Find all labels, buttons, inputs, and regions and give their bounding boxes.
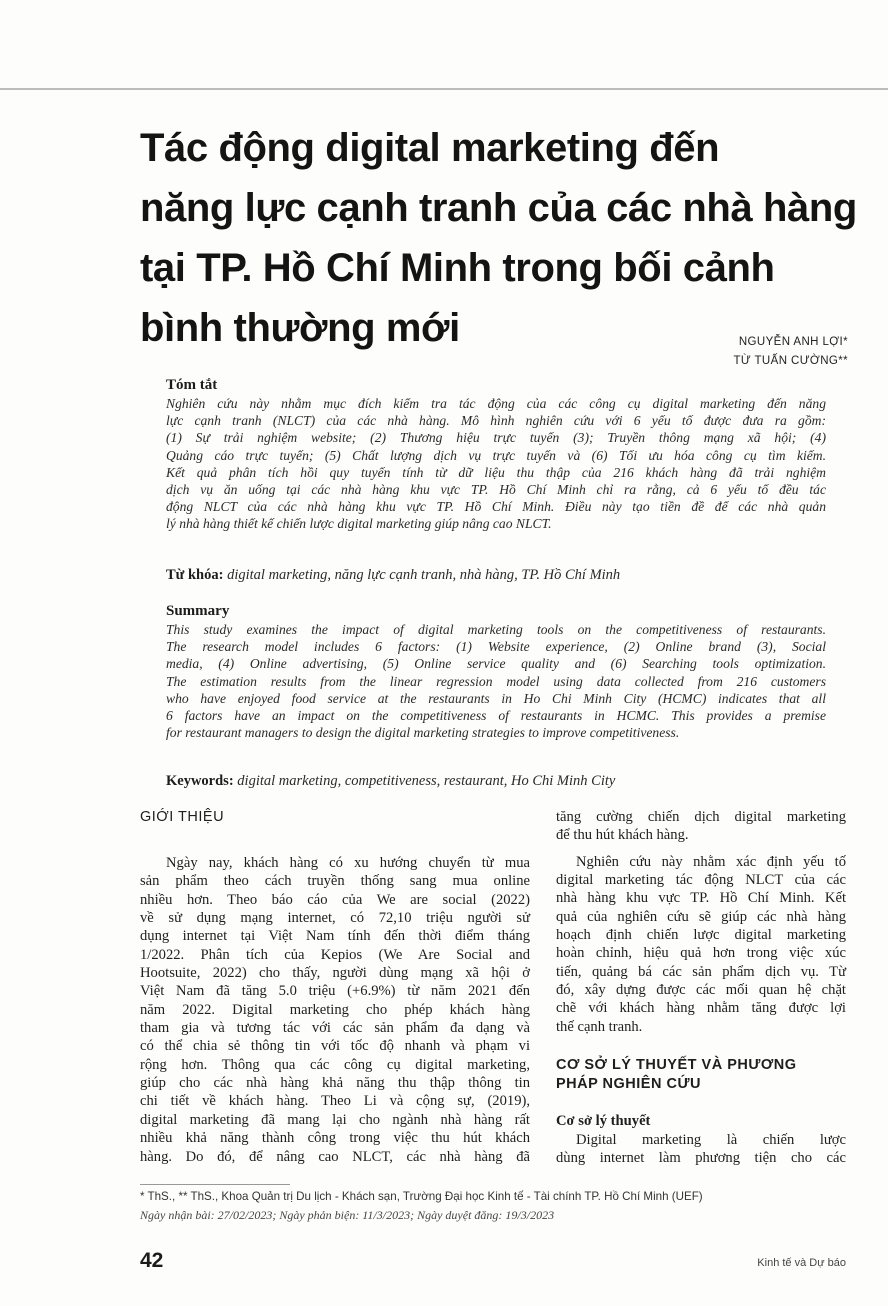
body-line: Nghiên cứu này nhằm xác định yếu tố	[576, 853, 846, 870]
title-line: năng lực cạnh tranh của các nhà hàng	[140, 186, 857, 230]
abstract-line: lý nhà hàng thiết kế chiến lược digital marketing giúp nâng cao NLCT.	[166, 516, 552, 532]
abstract-line: động NLCT của các nhà hàng khu vực TP. Hồ Chí Minh. Điều này tạo tiền đề để các nhà quản	[166, 499, 826, 515]
summary-line: media, (4) Online advertising, (5) Online service quality and (6) Searching tools optimization.	[166, 656, 826, 672]
title-line: bình thường mới	[140, 306, 460, 350]
keywords-text: digital marketing, năng lực cạnh tranh, nhà hàng, TP. Hồ Chí Minh	[227, 567, 621, 583]
body-line: Hootsuite, 2022) cho thấy, người dùng mạng xã hội ở	[140, 965, 530, 982]
footnote-rule	[140, 1184, 290, 1185]
body-line: rộng hơn. Thông qua các công cụ digital marketing,	[140, 1056, 530, 1073]
author-name: NGUYỄN ANH LỢI*	[738, 336, 848, 348]
abstract-line: dịch vụ ăn uống tại các nhà hàng khu vực TP. Hồ Chí Minh chỉ ra rằng, cả 6 yếu tố đều tác	[166, 482, 826, 498]
body-line: tăng cường chiến dịch digital marketing	[556, 809, 846, 825]
body-line: tham gia và tương tác với các sản phẩm đa dạng và	[140, 1020, 530, 1037]
body-line: năm 2022. Digital marketing cho phép khách hàng	[140, 1001, 530, 1018]
body-line: có thể chia sẻ thông tin với tốc độ nhanh và phạm vi	[140, 1038, 530, 1055]
summary-line: 6 factors have an impact on the competitiveness of restaurants in HCMC. This provides a premise	[166, 708, 826, 724]
body-line: hoàn chỉnh, hiệu quả hơn trong việc xúc	[556, 945, 846, 962]
abstract-line: Kết quả phân tích hồi quy tuyến tính từ dữ liệu thu thập của 216 khách hàng đã trải nghiệm	[166, 464, 826, 480]
article-title	[140, 118, 860, 358]
keywords-label: Từ khóa:	[166, 567, 224, 583]
section-heading-intro: GIỚI THIỆU	[140, 809, 225, 825]
body-line: digital marketing tác động NLCT của các	[556, 872, 846, 889]
body-line: tiến, quảng bá các sản phẩm dịch vụ. Từ	[556, 963, 846, 980]
author-list	[733, 333, 848, 371]
keywords-label: Keywords:	[166, 773, 234, 789]
keywords-english	[166, 772, 826, 791]
left-column	[140, 808, 530, 1166]
body-line: Digital marketing là chiến lược	[576, 1132, 846, 1149]
body-line: đó, xây dựng được các mối quan hệ chặt	[556, 982, 846, 999]
body-line: sản phẩm theo cách truyền thống sang mua online	[140, 873, 530, 890]
body-line: digital marketing đã mang lại cho ngành nhà hàng rất	[140, 1111, 530, 1128]
body-line: Việt Nam đã tăng 5.0 triệu (+6.9%) từ năm 2021 đến	[140, 983, 530, 1000]
page-number: 42	[140, 1249, 164, 1272]
abstract-vietnamese	[166, 376, 826, 533]
journal-name: Kinh tế và Dự báo	[757, 1257, 846, 1269]
title-line: Tác động digital marketing đến	[140, 126, 720, 170]
summary-line: for restaurant managers to design the digital marketing strategies to improve competitiveness.	[166, 725, 680, 741]
abstract-line: (1) Sự trải nghiệm website; (2) Thương hiệu trực tuyến (3); Truyền thông mạng xã hội; (4)	[166, 430, 826, 446]
header-rule	[0, 88, 888, 90]
summary-heading: Summary	[166, 603, 230, 619]
body-line: nhiều khả năng thành công trong việc thu hút khách	[140, 1130, 530, 1147]
summary-line: The research model includes 6 factors: (1) Website experience, (2) Online brand (3), Social	[166, 639, 826, 655]
summary-line: This study examines the impact of digital marketing tools on the competitiveness of restaurants.	[166, 622, 826, 637]
section-heading-theory: PHÁP NGHIÊN CỨU	[556, 1076, 701, 1093]
abstract-line: Nghiên cứu này nhằm mục đích kiểm tra tác động của các công cụ digital marketing đến năng	[166, 396, 826, 411]
subsection-heading: Cơ sở lý thuyết	[556, 1113, 651, 1130]
body-line: chẽ với khách hàng nhằm tăng được lợi	[556, 1000, 846, 1017]
body-line: để thu hút khách hàng.	[556, 827, 689, 844]
body-line: về sử dụng mạng internet, có 72,10 triệu người sử	[140, 910, 530, 927]
body-line: hàng. Do đó, để nâng cao NLCT, các nhà hàng đã	[140, 1148, 530, 1165]
summary-english	[166, 602, 826, 741]
abstract-line: Quảng cáo trực tuyến; (5) Chất lượng dịch vụ trực tuyến và (6) Tối ưu hóa công cụ tìm kiếm.	[166, 447, 826, 463]
body-line: Ngày nay, khách hàng có xu hướng chuyển từ mua	[166, 855, 530, 871]
body-line: dụng internet tại Việt Nam tính đến thời điểm tháng	[140, 928, 530, 945]
right-column	[556, 808, 846, 1168]
abstract-line: lực cạnh tranh (NLCT) của các nhà hàng. Mô hình nghiên cứu với 6 yếu tố được đưa ra gồm:	[166, 413, 826, 429]
footnote-dates: Ngày nhận bài: 27/02/2023; Ngày phản biện: 11/3/2023; Ngày duyệt đăng: 19/3/2023	[140, 1208, 555, 1222]
footnote-affiliation: * ThS., ** ThS., Khoa Quản trị Du lịch - Khách sạn, Trường Đại học Kinh tế - Tài chính TP. Hồ Chí Minh (UEF)	[140, 1190, 703, 1203]
body-line: nhà hàng khu vực TP. Hồ Chí Minh. Kết	[556, 890, 846, 907]
summary-line: who have enjoyed food service at the restaurants in Ho Chi Minh City (HCMC) indicates that all	[166, 690, 826, 706]
keywords-vietnamese	[166, 566, 826, 585]
author-name: TỪ TUẤN CƯỜNG**	[733, 355, 848, 367]
body-line: dùng internet làm phương tiện cho các	[556, 1150, 846, 1167]
abstract-heading: Tóm tắt	[166, 377, 218, 393]
body-line: thế cạnh tranh.	[556, 1018, 643, 1035]
body-line: chi tiết về khách hàng. Theo Li và cộng sự, (2019),	[140, 1093, 530, 1110]
body-line: 1/2022. Phân tích của Kepios (We Are Social and	[140, 946, 530, 963]
section-heading-theory: CƠ SỞ LÝ THUYẾT VÀ PHƯƠNG	[556, 1057, 797, 1074]
body-line: nhiều hơn. Theo báo cáo của We are social (2022)	[140, 891, 530, 908]
title-line: tại TP. Hồ Chí Minh trong bối cảnh	[140, 246, 775, 290]
footnote	[140, 1188, 850, 1224]
body-line: quả của nghiên cứu sẽ giúp các nhà hàng	[556, 908, 846, 925]
keywords-text: digital marketing, competitiveness, restaurant, Ho Chi Minh City	[237, 773, 616, 789]
summary-line: The estimation results from the linear regression model using data collected from 216 customers	[166, 673, 826, 689]
body-line: giúp cho các nhà hàng khả năng thu thập thông tin	[140, 1075, 530, 1092]
body-line: hoạch định chiến lược digital marketing	[556, 927, 846, 944]
